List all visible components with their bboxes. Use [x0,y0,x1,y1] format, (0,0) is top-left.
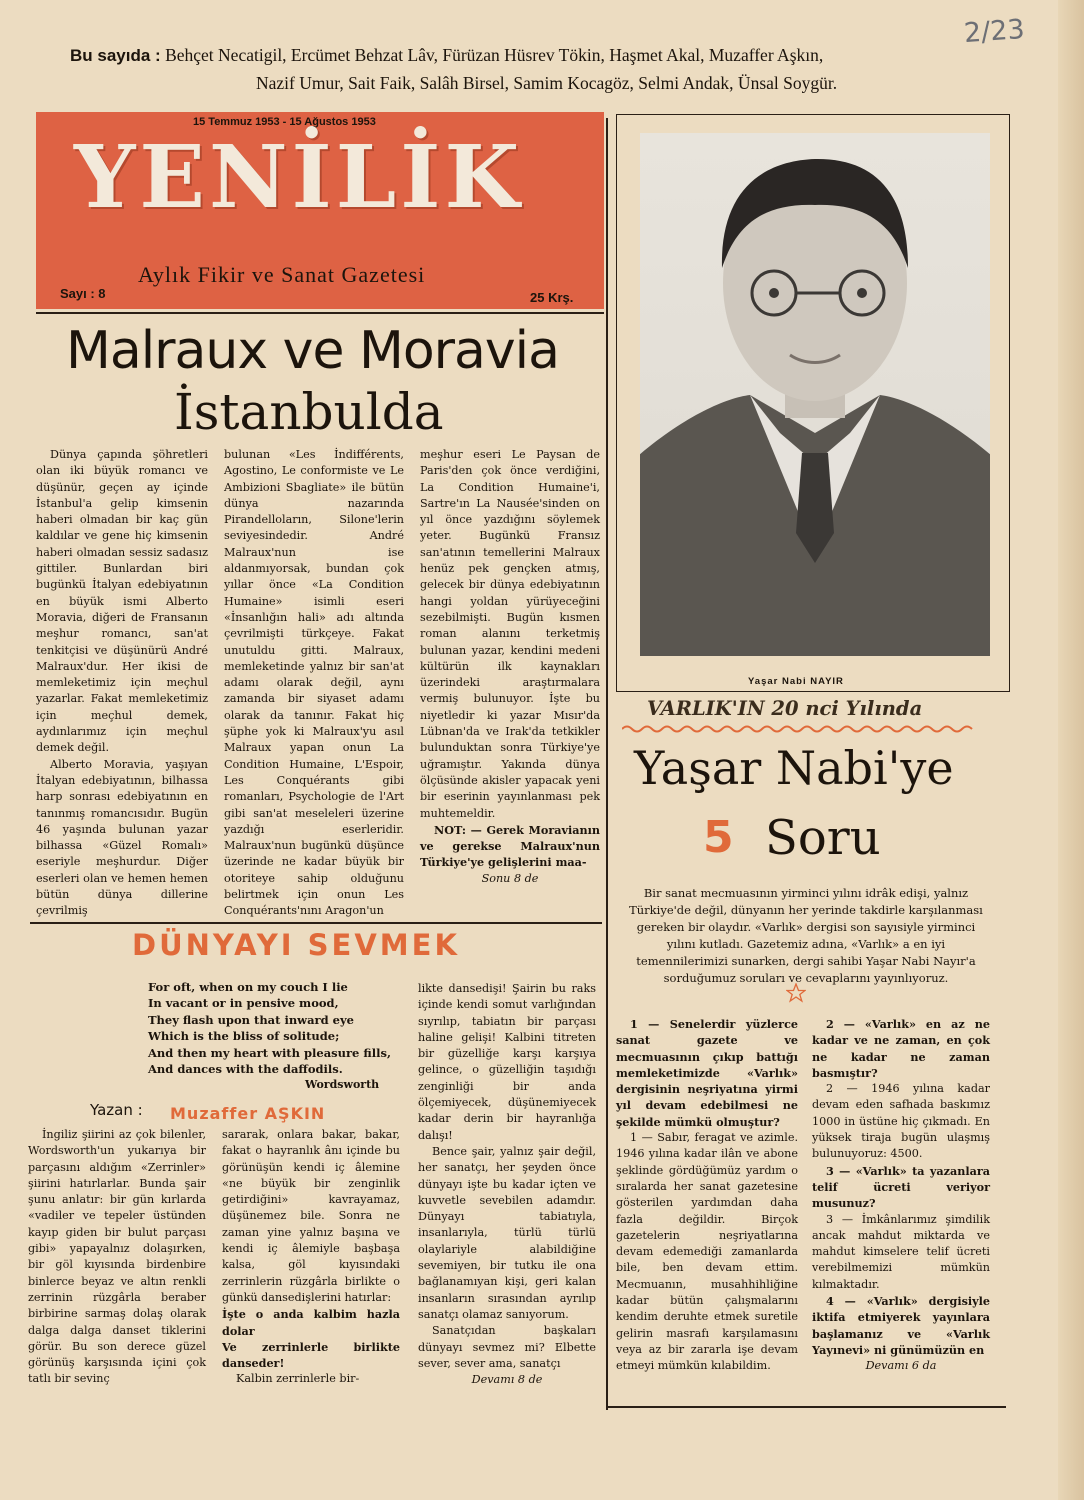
masthead-price: 25 Krş. [530,290,574,305]
article3-headline-number: 5 [703,812,734,863]
masthead [36,112,604,309]
poem-line: They flash upon that inward eye [148,1012,354,1027]
article2-col3 [418,981,596,1388]
question-2: 2 — «Varlık» en az ne kadar ve ne zaman, en çok ne kadar ne zaman basmıştır? [812,1017,990,1080]
bottom-rule [606,1406,1006,1408]
article1-note: NOT: — Gerek Moravianın ve gerekse Malraux'nun Türkiye'ye gelişlerini maa- [420,822,600,870]
masthead-title: YENİLİK [74,127,524,228]
article2-quote-1: İşte o anda kalbim hazla dolar [222,1307,400,1338]
star-icon [786,983,806,1003]
article1-col3 [420,447,600,887]
article3-colA [616,1016,798,1375]
section-rule [30,922,602,924]
masthead-rule [36,312,604,314]
poem-author: Wordsworth [305,1078,380,1091]
answer-2: 2 — 1946 yılına kadar devam eden safhada baskımız 1000 in üstüne hiç çıkmadı. En yüksek tiraja bugün ulaşmış bulunuyoruz: 4500. [812,1082,990,1161]
article2-col2 [222,1127,400,1388]
answer-1: 1 — Sabır, feragat ve azimle. 1946 yılına kadar ilân ve abone şeklinde gördüğümüz yardım o sıralarda her sanat gazetesine gösterilen yardımdan daha fazla değildir. Birçok gazetelerin neşriyatlarına devam edemediği zamanlarda bile, ben devam ettim. Mecmuanın, musahhihliğine kadar bütün çalışmalarını kendim deruhte etmek suretile gelirin masrafı karşılamasını veya az bir zararla işe devam etmeyi mümkün kılabildim. [616,1131,798,1373]
article3-colB [812,1016,990,1375]
article2-col3-p1: likte dansedişi! Şairin bu raks içinde kendi somut varlığından sıyrılıp, tabiatın bir parçası haline gelişi! Kalbini titreten bir güzelliğe karşı karşıya gelince, o güzelliğin taşıdığı zenginliği bir anda ölçemiyecek, düşünemiyecek kadar derin bir hayranlığa dalışı! [418,982,596,1142]
poem-line: And then my heart with pleasure fills, [148,1045,391,1060]
in-issue-line-1 [70,42,823,69]
portrait-figure-icon [640,133,990,656]
article2-col3-p2: Bence şair, yalnız şair değil, her sanatçı, her şeyden önce dünyayı işte bu kadar içten ve kuvvetle sevebilen adamdır. Dünyayı tabiatıyla, insanlarıyla, türlü türlü olaylariyle alabildiğine sevemiyen, bir tutku ile ona bağlanamıyan kişi, geri kalan insanların sırasından ayrılıp sanatçı olamaz sanıyorum. [418,1144,596,1321]
masthead-subtitle: Aylık Fikir ve Sanat Gazetesi [138,262,426,287]
article2-col3-p3: Sanatçıdan başkaları dünyayı sevmez mi? Elbette sever, sever ama, sanatçı [418,1324,596,1370]
masthead-date: 15 Temmuz 1953 - 15 Ağustos 1953 [193,116,376,128]
article1-col1-p1: Dünya çapında şöhretleri olan iki büyük romancı ve düşünür, geçen ay içinde İstanbul'a gelip kimsenin haberi olmadan bir kaç gün kaldılar ve gene hiç kimsenin haberi olmadan sessiz sadasız gittiler. Bunlardan biri bugünkü İtalyan edebiyatının en büyük ismi Alberto Moravia, diğeri de Fransanın meşhur romancı, san'at tenkitçisi ve düşünürü André Malraux'dur. Her ikisi de memleketimiz için meçhul yazarlar. Fakat memleketimiz için meçhul demek, aydınlarımız için meçhul demek değil. [36,448,208,755]
byline-label: Yazan : [90,1101,143,1119]
article1-continued: Sonu 8 de [481,871,539,885]
article1-col1-p2: Alberto Moravia, yaşıyan İtalyan edebiyatının, bilhassa harp sonrası edebiyatının en tanınmış romancısıdır. Bugün 46 yaşında bulunan yazar bilhassa «Güzel Romalı» eseriyle meşhurdur. Diğer eserleri olan ve hemen hemen bütün dünya dillerine çevrilmiş [36,757,208,918]
article1-col1 [36,447,208,920]
poem-line: And dances with the daffodils. [148,1062,343,1077]
column-divider [606,118,608,1410]
article1-headline-2: İstanbulda [174,383,444,441]
article1-headline-1: Malraux ve Moravia [66,321,559,381]
question-4: 4 — «Varlık» dergisiyle iktifa etmiyerek yayınlara başlamanız ve «Varlık Yayınevi» ni günümüzün en [812,1294,990,1357]
answer-3: 3 — İmkânlarımız şimdilik ancak mahdut miktarda ve mahdut kimselere telif ücreti verebilmemizi mümkün kılmaktadır. [812,1212,990,1291]
question-3: 3 — «Varlık» ta yazanlara telif ücreti veriyor musunuz? [812,1163,990,1211]
article2-quote-2: Ve zerrinlerle birlikte danseder! [222,1339,400,1371]
article3-kicker: VARLIK'IN 20 nci Yılında [647,697,923,720]
poem [148,979,391,1077]
wavy-underline-icon [622,724,974,734]
in-issue-label: Bu sayıda : [70,46,161,65]
in-issue-authors-2: Nazif Umur, Sait Faik, Salâh Birsel, Samim Kocagöz, Selmi Andak, Ünsal Soygür. [256,73,838,93]
photo-caption: Yaşar Nabi NAYIR [748,676,844,687]
page-edge [1058,0,1084,1500]
article2-col1 [28,1127,206,1388]
poem-line: For oft, when on my couch I lie [148,980,348,994]
in-issue-authors-1: Behçet Necatigil, Ercümet Behzat Lâv, Fürüzan Hüsrev Tökin, Haşmet Akal, Muzaffer Aşkın, [165,45,824,65]
article2-continued: Devamı 8 de [471,1373,543,1387]
article2-col2-end: Kalbin zerrinlerle bir- [236,1372,360,1386]
portrait-photo [640,133,990,656]
masthead-issue: Sayı : 8 [60,286,106,301]
poem-line: Which is the bliss of solitude; [148,1029,340,1044]
article3-continued: Devamı 6 da [865,1359,937,1373]
article3-intro: Bir sanat mecmuasının yirminci yılını idrâk edişi, yalnız Türkiye'de değil, dünyanın her yerinde takdirle karşılanması gereken bir olaydır. «Varlık» dergisi son sayısiyle yirminci yılını kutladı. Gazetemiz adına, «Varlık» a en iyi temennilerimizi sunarken, dergi sahibi Yaşar Nabi Nayır'a sorduğumuz soruları ve cevaplarını yayınlıyoruz. [629,886,983,985]
handwritten-number: 2/23 [962,13,1026,50]
article1-col3-text: meşhur eseri Le Paysan de Paris'den çok önce verdiğini, La Condition Humaine'i, Sartre'ın La Nausée'sinden on yıl önce yazdığını söylemek yeter. Bugünkü Fransız san'atının temellerini Malraux henüz pek gençken atmış, gelecek bir dünya edebiyatının hangi yoldan yürüyeceğini sezebilmişti. Bugün kısmen roman alanını terketmiş bulunan yazar, kendini medeni kültürün ilk kaynakları üzerindeki araştırmalara vermiş bulunuyor. İşte bu niyetledir ki yazar Mısır'da Lübnan'da ve Irak'da tetkikler bulunduktan sonra Türkiye'ye uğramıştır. Yakında dünya ölçüsünde akisler yapacak yeni bir eserinin yayınlanması pek muhtemeldir. [420,448,600,820]
article3-headline-1: Yaşar Nabi'ye [634,741,954,795]
article2-col2-text: sararak, onlara bakar, bakar, fakat o hayranlık ânı içinde bu görünüşün kendi iç âlemine «ne büyük bir zenginlik getirdiğini» kavrayamaz, düşünemez bile. Sonra ne zaman yine yalnız başına ve kendi iç âlemiyle başbaşa kalsa, göl kıyısındaki zerrinlerin rüzgârla birlikte o günkü dansedişlerini hatırlar: [222,1128,400,1304]
poem-line: In vacant or in pensive mood, [148,996,339,1011]
question-1: 1 — Senelerdir yüzlerce sanat gazete ve mecmuasının çıkıp battığı memleketimizde «Varlık» dergisinin neşriyatına yirmi yıl devam edebilmesi ne şekilde mümkü olmuştur? [616,1017,798,1129]
article2-col1-text: İngiliz şiirini az çok bilenler, Wordsworth'un yukarıya bir parçasını aldığım «Zerrinler» şiirini hatırlarlar. Bunda şair şunu anlatır: bir gün kırlarda «vadiler ve tepeler üstünden kayıp giden bir bulut parçası gibi» yapayalnız dolaşırken, bir göl kıyısında birdenbire binlerce beyaz ve altın renkli zerrinin rüzgârla beraber birbirine sarmaş dolaş olarak dalga dalga danset tiklerini görür. Bu son derece güzel görünüş karşısında içini çok tatlı bir sevinç [28,1128,206,1386]
article1-col2 [224,447,404,920]
article1-col2-text: bulunan «Les İndifférents, Agostino, Le conformiste ve Le Ambizioni Sbagliate» ile bütün dünya nazarında Pirandelloların, Silone'lerin seviyesindedir. André Malraux'nun ise aldanmıyorsak, bundan çok yıllar önce «La Condition Humaine» isimli eseri «İnsanlığın hali» adı altında çevrilmişti türkçeye. Fakat unutuldu gitti. Malraux, memleketinde yalnız bir san'at adamı olarak değil, aynı zamanda bir siyaset adamı olarak da tanınır. Fakat hiç şüphe yok ki Malraux'yu asıl Malraux yapan onun La Condition Humaine, L'Espoir, Les Conquérants gibi romanları, Psychologie de l'Art gibi san'at meseleleri üzerine yazdığı eserleridir. Malraux'nun bugünkü düşünce üzerinde ne kadar büyük bir otoriteye sahip olduğunu belirtmek için onun Les Conquérants'nını Aragon'un [224,448,404,918]
article3-headline-2: Soru [765,810,881,866]
byline-name: Muzaffer AŞKIN [170,1104,326,1123]
article2-headline: DÜNYAYI SEVMEK [132,928,460,962]
